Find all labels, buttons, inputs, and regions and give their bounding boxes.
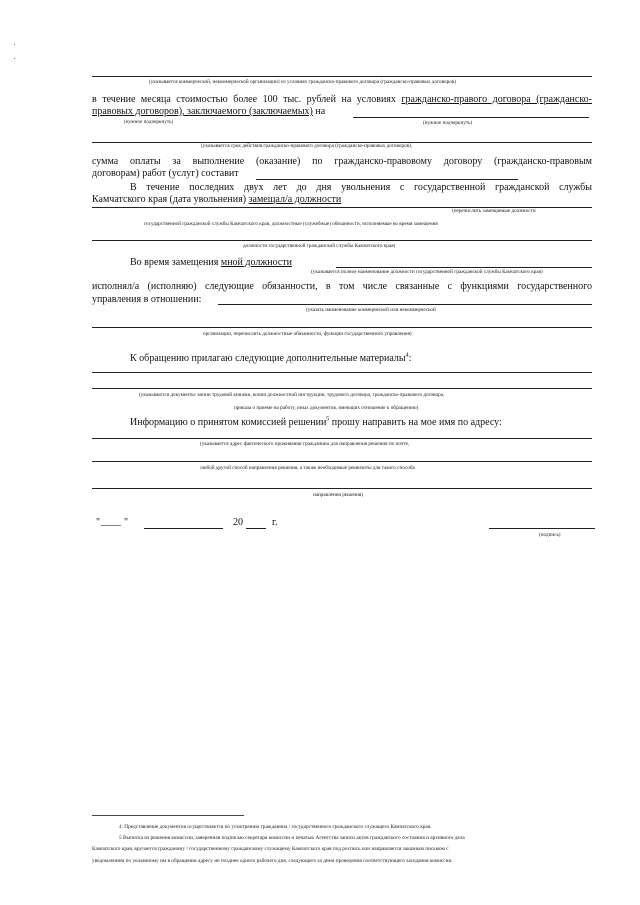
positions-caption3: должности государственной гражданской службы Камчатского края) [243, 243, 396, 249]
address-caption2: любой другой способ направления решения, а также необходимые реквизиты для такого способа [200, 465, 415, 471]
signature-caption: (подпись) [539, 532, 561, 538]
payment-line2: договорам) работ (услуг) составит [92, 168, 239, 179]
info-footnote-ref: 5 [326, 416, 330, 423]
duties-line2: управления в отношении: [92, 294, 202, 305]
attach-fill-line [92, 372, 592, 373]
footnote-separator [92, 815, 244, 816]
payment-line1: сумма оплаты за выполнение (оказание) по гражданско-правовому договору (гражданско-правовым [92, 156, 592, 167]
dismissal-line2 [92, 194, 341, 206]
address-caption1: (указывается адрес фактического проживания гражданина для направления решения по почте, [200, 441, 410, 447]
footnote-4: 4. Представление документов осуществляется по усмотрению гражданина / государственного гражданского служащего Камчатского края. [119, 824, 432, 830]
info-line [130, 417, 502, 429]
footnote-5-line1: 5 Выписка из решения комиссии, заверенная подписью секретаря комиссии и печатью Агентства записи актов гражданского состояния и архивного дела [119, 835, 465, 841]
signature-line [489, 528, 595, 529]
during-caption: (указывается полное наименование должности государственной гражданской службы Камчатского края) [311, 269, 543, 275]
during-fill-line [336, 267, 592, 268]
address-fill-line2 [92, 461, 592, 462]
contract-text-line2 [92, 106, 325, 118]
date-year-suffix: г. [272, 517, 278, 528]
date-quote-close: " [124, 517, 129, 528]
date-month-line [144, 528, 223, 529]
underline-caption-1: (нужное подчеркнуть) [124, 119, 174, 125]
during-line [130, 257, 292, 269]
date-day-blank: ____ [101, 516, 121, 527]
contract-text-line1 [92, 94, 592, 106]
date-quote-open: " [96, 517, 101, 528]
duties-fill-line2 [92, 327, 592, 328]
date-year-line [246, 528, 266, 529]
footnote-5-line2: Камчатского края, вручается гражданину / государственному гражданскому служащему Камчатского края под роспись или направляется заказным письмом с [92, 846, 449, 852]
term-caption: (указывается срок действия гражданско-правового договора (гражданско-правовых договоров), [201, 143, 413, 149]
info-prefix: Информацию о принятом комиссией решении [130, 417, 327, 428]
attach-caption2: приказа о приеме на работу, иных документов, имеющих отношение к обращению) [234, 405, 419, 411]
address-caption3: направления решения) [313, 492, 364, 498]
dismissal-prefix: Камчатского края (дата увольнения) [92, 194, 249, 205]
address-fill-line3 [92, 488, 592, 489]
date-year-prefix: 20 [233, 517, 243, 528]
attach-line [130, 353, 411, 365]
address-fill-line [92, 438, 592, 439]
attach-footnote-ref: 4 [405, 352, 409, 359]
payment-fill-line [256, 179, 518, 180]
positions-fill-line2 [92, 240, 592, 241]
attach-fill-line2 [92, 388, 592, 389]
duties-caption: (указать наименование коммерческой или некоммерческой [306, 307, 436, 313]
duties-fill-line [218, 304, 592, 305]
during-underlined: мной должности [220, 257, 293, 268]
attach-text: К обращению прилагаю следующие дополнительные материалы [130, 353, 406, 364]
dismissal-line1: В течение последних двух лет до дня увольнения с государственной гражданской службы [130, 182, 592, 193]
contract-prefix: в течение месяца стоимостью более 100 тыс. рублей на условиях [92, 94, 402, 105]
duties-caption2: организации, перечислить должностные обязанности, функции государственного управления) [203, 331, 412, 337]
duties-line1: исполнял/а (исполняю) следующие обязанности, в том числе связанные с функциями государственного [92, 281, 592, 292]
contracts-tail: на [312, 106, 326, 117]
attach-caption1: (указываются документы: копии трудовой книжки, копии должностной инструкции, трудового договора, гражданско-правового договора, [139, 392, 445, 398]
info-suffix: прошу направить на мое имя по адресу: [329, 417, 502, 428]
scan-speck [14, 58, 15, 59]
positions-caption: (перечислить замещаемые должности [452, 208, 536, 214]
underline-caption-2: (нужное подчеркнуть) [423, 120, 473, 126]
contract-type-underlined: гражданско-правого договора (гражданско- [401, 94, 592, 105]
positions-caption2: государственной гражданской службы Камчатского края, должностные (служебные) обязанности, исполняемые во время замещения [144, 221, 438, 227]
org-fill-line [92, 76, 592, 77]
during-prefix: Во время замещения [130, 257, 221, 268]
footnote-5-line3: уведомлением по указанному им в обращении адресу не позднее одного рабочего дня, следующего за днем проведения соответствующего заседания комиссии. [92, 858, 453, 864]
contract-fill-line [353, 117, 589, 118]
org-caption: (указывается коммерческой, некоммерческой организации) из условиях гражданско-правового договора (гражданско-правовых договоров) [149, 79, 456, 85]
attach-colon: : [408, 353, 412, 364]
contracts-underlined: правовых договоров), заключаемого (заключаемых) [92, 106, 313, 117]
dismissal-underlined: замещал/а должности [248, 194, 342, 205]
scan-speck [14, 44, 15, 45]
